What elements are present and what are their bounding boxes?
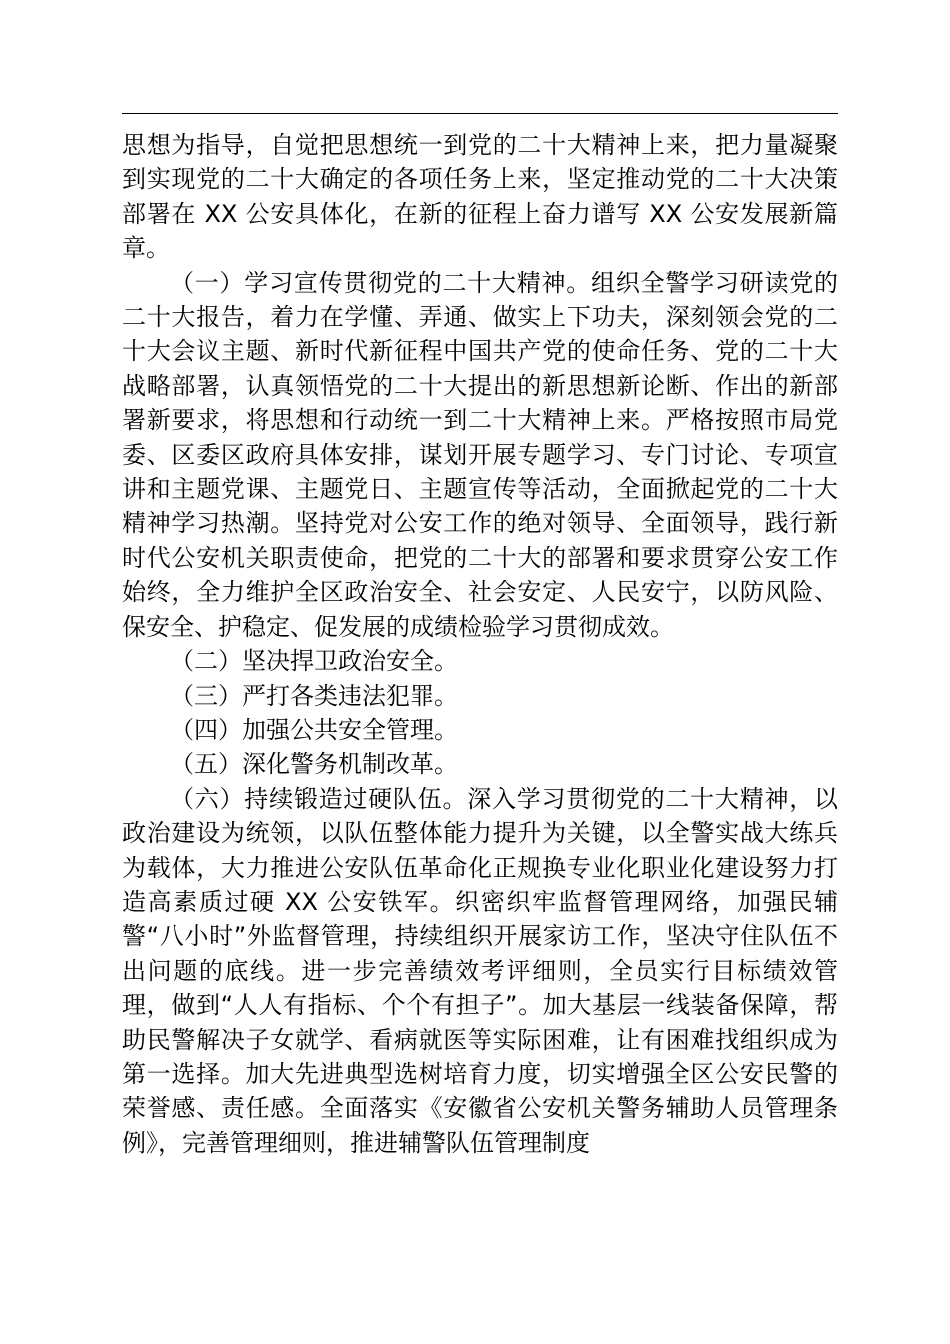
header-rule (122, 113, 838, 114)
paragraph-item-5: （五）深化警务机制改革。 (170, 750, 458, 779)
paragraph-item-1: （一）学习宣传贯彻党的二十大精神。组织全警学习研读党的二十大报告，着力在学懂、弄通、做实上下功夫，深刻领会党的二十大会议主题、新时代新征程中国共产党的使命任务、党的二十大战略部署，认真领悟党的二十大提出的新思想新论断、作出的新部署新要求，将思想和行动统一到二十大精神上来。严格按照市局党委、区委区政府具体安排，谋划开展专题学习、专门讨论、专项宣讲和主题党课、主题党日、主题宣传等活动，全面掀起党的二十大精神学习热潮。坚持党对公安工作的绝对领导、全面领导，践行新时代公安机关职责使命，把党的二十大的部署和要求贯穿公安工作始终，全力维护全区政治安全、社会安定、人民安宁，以防风险、保安全、护稳定、促发展的成绩检验学习贯彻成效。 (122, 268, 838, 641)
paragraph-item-4: （四）加强公共安全管理。 (170, 715, 458, 744)
paragraph-intro-continuation: 思想为指导，自觉把思想统一到党的二十大精神上来，把力量凝聚到实现党的二十大确定的各项任务上来，坚定推动党的二十大决策部署在 XX 公安具体化，在新的征程上奋力谱写 XX 公安发展新篇章。 (122, 131, 838, 263)
paragraph-item-6: （六）持续锻造过硬队伍。深入学习贯彻党的二十大精神，以政治建设为统领，以队伍整体能力提升为关键，以全警实战大练兵为载体，大力推进公安队伍革命化正规换专业化职业化建设努力打造高素质过硬 XX 公安铁军。织密织牢监督管理网络，加强民辅警“八小时”外监督管理，持续组织开展家访工作，坚决守住队伍不出问题的底线。进一步完善绩效考评细则，全员实行目标绩效管理，做到“人人有指标、个个有担子”。加大基层一线装备保障，帮助民警解决子女就学、看病就医等实际困难，让有困难找组织成为第一选择。加大先进典型选树培育力度，切实增强全区公安民警的荣誉感、责任感。全面落实《安徽省公安机关警务辅助人员管理条例》，完善管理细则，推进辅警队伍管理制度 (122, 784, 838, 1157)
paragraph-item-3: （三）严打各类违法犯罪。 (170, 681, 458, 710)
paragraph-item-2: （二）坚决捍卫政治安全。 (170, 647, 458, 676)
body-text (122, 128, 838, 1160)
